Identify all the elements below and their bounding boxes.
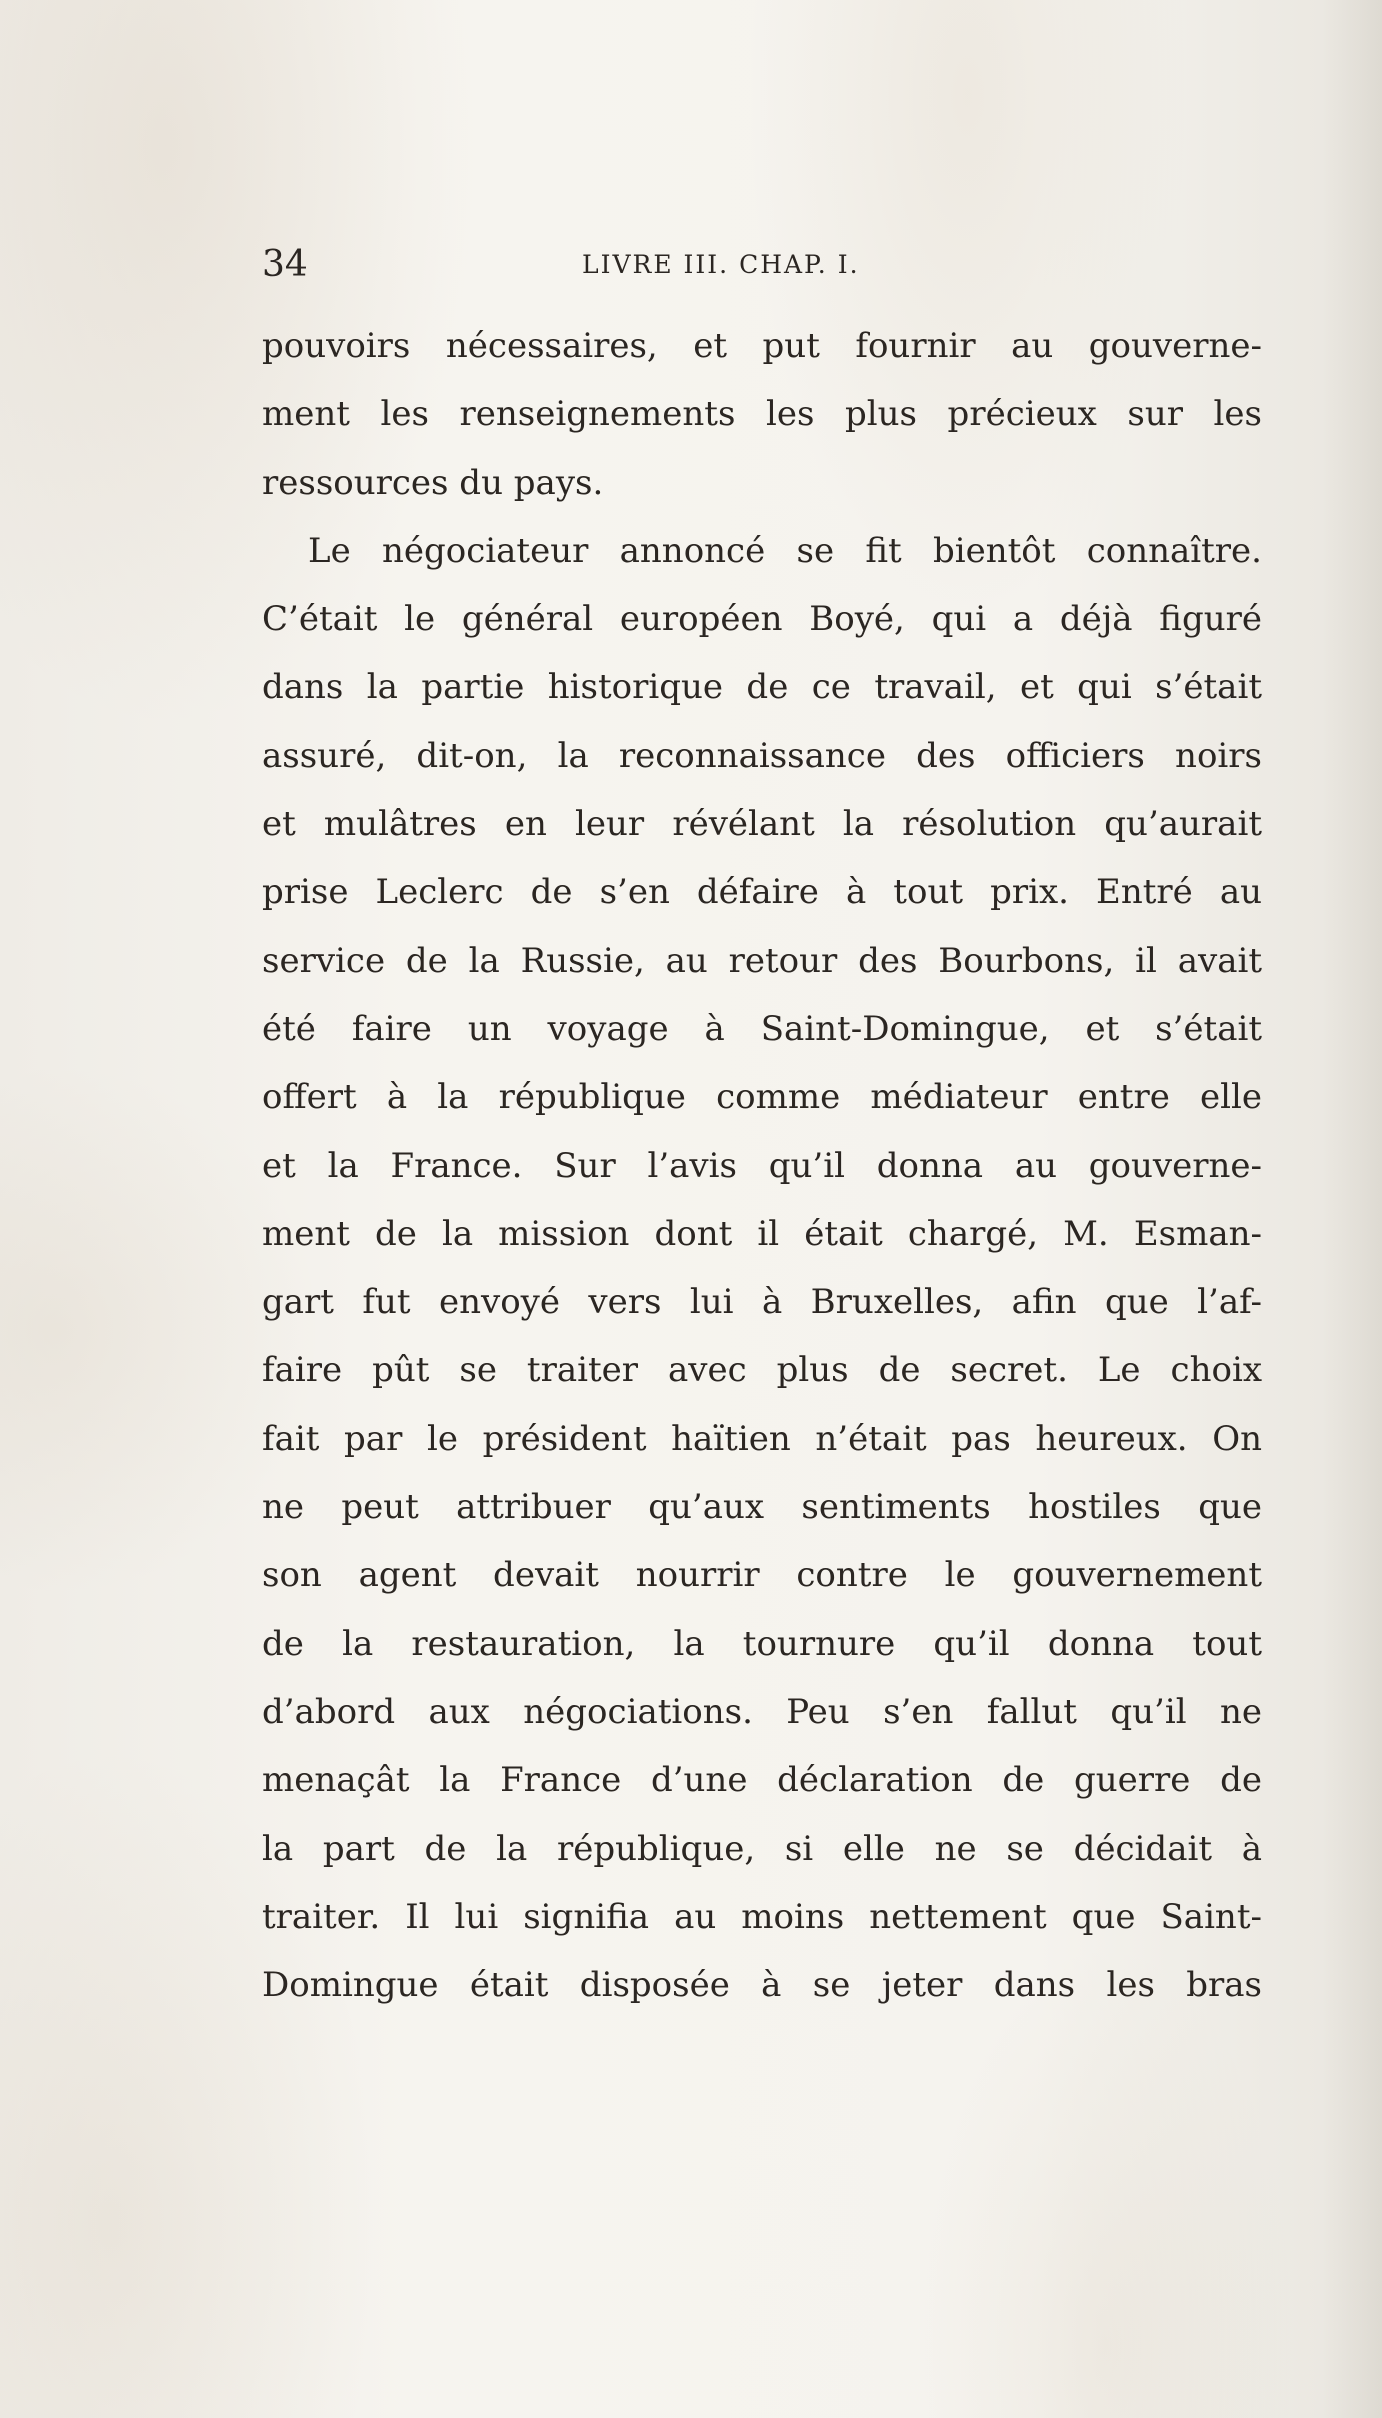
text-line: fait par le président haïtien n’était pas heureux. On	[262, 1418, 1262, 1459]
text-line: ment de la mission dont il était chargé, M. Esman-	[262, 1213, 1262, 1254]
text-line: ment les renseignements les plus précieux sur les	[262, 394, 1262, 435]
text-line: pouvoirs nécessaires, et put fournir au gouverne-	[262, 326, 1262, 366]
text-line: gart fut envoyé vers lui à Bruxelles, afin que l’af-	[262, 1282, 1262, 1323]
text-line: traiter. Il lui signifia au moins nettement que Saint-	[262, 1896, 1262, 1937]
text-line: et mulâtres en leur révélant la résolution qu’aurait	[262, 804, 1262, 845]
text-line: de la restauration, la tournure qu’il donna tout	[262, 1623, 1262, 1664]
text-line: dans la partie historique de ce travail, et qui s’était	[262, 667, 1262, 708]
text-line: prise Leclerc de s’en défaire à tout prix. Entré au	[262, 872, 1262, 913]
text-line: C’était le général européen Boyé, qui a déjà figuré	[262, 599, 1262, 640]
text-line: été faire un voyage à Saint-Domingue, et s’était	[262, 1008, 1262, 1049]
text-line: Le négociateur annoncé se fit bientôt connaître.	[308, 530, 1262, 571]
running-head	[262, 240, 1262, 290]
text-line: ressources du pays.	[262, 462, 604, 503]
text-line: menaçât la France d’une déclaration de guerre de	[262, 1760, 1262, 1801]
page-edge-shadow	[1322, 0, 1382, 2418]
text-line: ne peut attribuer qu’aux sentiments hostiles que	[262, 1487, 1262, 1528]
text-line: assuré, dit-on, la reconnaissance des officiers noirs	[262, 735, 1262, 776]
page-number: 34	[262, 244, 308, 285]
running-title: LIVRE III. CHAP. I.	[582, 250, 860, 279]
text-line: et la France. Sur l’avis qu’il donna au gouverne-	[262, 1145, 1262, 1186]
text-line: service de la Russie, au retour des Bourbons, il avait	[262, 940, 1262, 981]
text-line: d’abord aux négociations. Peu s’en fallut qu’il ne	[262, 1691, 1262, 1732]
body-text	[262, 312, 1262, 2019]
text-line: offert à la république comme médiateur entre elle	[262, 1077, 1262, 1118]
text-line: son agent devait nourrir contre le gouvernement	[262, 1555, 1262, 1596]
text-line: la part de la république, si elle ne se décidait à	[262, 1828, 1262, 1869]
text-line: faire pût se traiter avec plus de secret. Le choix	[262, 1350, 1262, 1391]
text-line: Domingue était disposée à se jeter dans les bras	[262, 1965, 1262, 2006]
